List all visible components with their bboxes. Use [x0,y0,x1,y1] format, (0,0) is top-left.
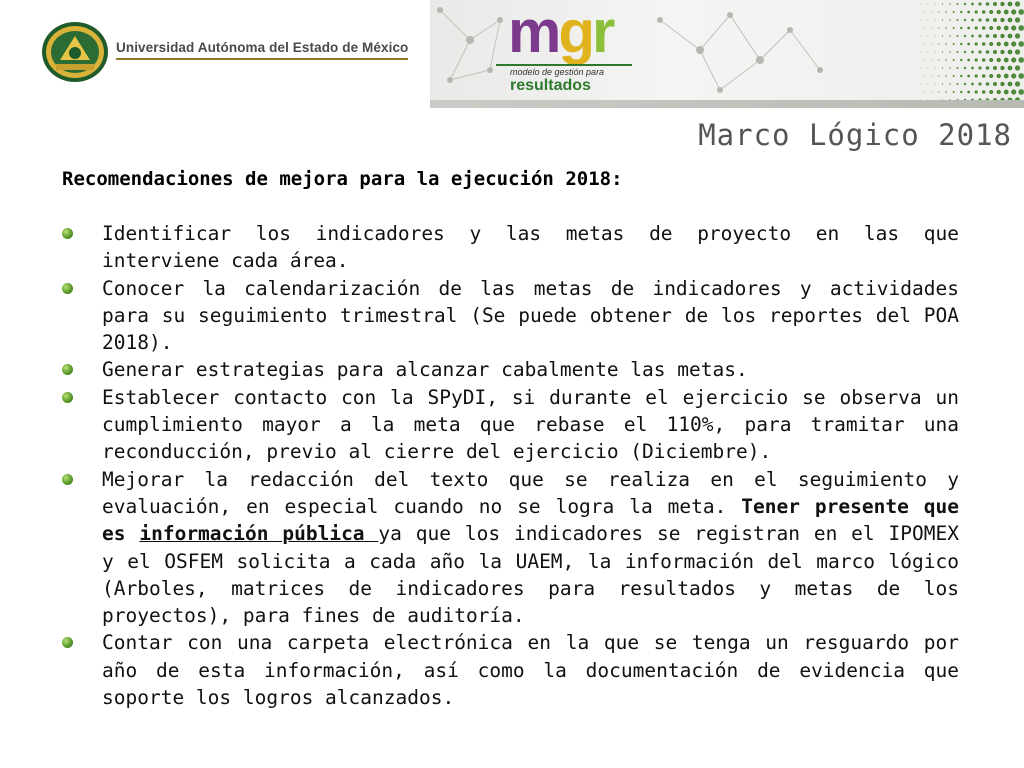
halftone-dot [949,19,951,21]
halftone-dot [920,68,921,69]
halftone-dot [978,50,981,53]
halftone-dot [949,35,951,37]
halftone-dot [989,10,993,14]
halftone-dot [1018,73,1024,79]
halftone-dot [931,12,932,13]
halftone-dot [967,11,970,14]
halftone-dot [964,83,966,85]
halftone-dot [978,66,981,69]
halftone-dot [953,11,955,13]
halftone-dot [971,3,974,6]
halftone-dot [1000,50,1004,54]
halftone-dot [1008,2,1013,7]
mgr-letter-m: m [508,0,559,65]
halftone-dot [927,52,928,53]
halftone-dot [949,3,951,5]
halftone-dot [989,26,993,30]
halftone-dot [971,35,974,38]
halftone-dot [931,60,932,61]
halftone-dot [967,43,970,46]
halftone-dot [1011,25,1016,30]
halftone-dot [938,91,939,92]
mgr-banner [430,0,1024,104]
halftone-dot [942,35,943,36]
halftone-dot [1011,73,1016,78]
halftone-dot [949,67,951,69]
halftone-dot [1011,41,1016,46]
list-item-underlined-text: información pública [139,522,379,546]
list-item-text: Generar estrategias para alcanzar cabalmente las metas. [102,358,748,382]
halftone-dot [1018,41,1024,47]
halftone-dot [1008,82,1013,87]
halftone-dot [1011,9,1016,14]
halftone-dot [1015,65,1020,70]
halftone-dot [1004,74,1009,79]
list-item [62,275,959,357]
halftone-dot [1000,34,1004,38]
halftone-dot [935,84,936,85]
halftone-dot [982,58,986,62]
halftone-dot [971,83,974,86]
halftone-dot [989,42,993,46]
list-item [62,356,959,383]
halftone-dot [1004,90,1009,95]
bullet-icon [62,364,73,375]
halftone-dot [920,4,921,5]
halftone-dot [1018,25,1024,31]
halftone-dot [1015,33,1020,38]
halftone-dot [1000,82,1004,86]
halftone-dot [957,67,959,69]
list-item-text: Conocer la calendarización de las metas de indicadores y actividades para su seguimiento trimestral (Se puede obtener de los reportes del POA 2018). [102,276,959,355]
halftone-dot [960,11,962,13]
halftone-dot [1011,57,1016,62]
halftone-dot [935,4,936,5]
university-name-underline [116,58,408,60]
list-item [62,384,959,466]
halftone-dot [1018,9,1024,15]
halftone-dot [923,92,924,93]
halftone-dot [967,27,970,30]
halftone-dot [953,43,955,45]
list-item-text-after: ya que los indicadores se registran en el IPOMEX y el OSFEM solicita a cada año la UAEM, la información del marco lógico (Arboles, matrices de indicadores para resultados y metas de los proyectos), para fines de auditoría. [102,522,959,628]
halftone-dot [993,18,997,22]
halftone-dot [975,42,978,45]
halftone-dot [978,2,981,5]
halftone-dot [986,50,990,54]
halftone-dot [1004,10,1009,15]
halftone-dot [931,92,932,93]
halftone-dot [978,34,981,37]
halftone-dot [982,74,986,78]
halftone-dot [953,75,955,77]
halftone-dot [997,58,1001,62]
bullet-icon [62,283,73,294]
halftone-dot [971,19,974,22]
recommendations-list [62,220,959,711]
halftone-dot [953,27,955,29]
halftone-dot [960,75,962,77]
list-item-text: Identificar los indicadores y las metas de proyecto en las que interviene cada área. [102,222,959,273]
university-name: Universidad Autónoma del Estado de México [116,40,409,55]
halftone-dot [1008,66,1013,71]
halftone-dot [971,51,974,54]
halftone-dot [938,59,939,60]
halftone-dot [982,26,986,30]
bullet-icon [62,637,73,648]
halftone-dot [927,68,928,69]
halftone-dot [989,58,993,62]
university-seal-icon [40,20,110,84]
halftone-dot [920,84,921,85]
halftone-dot [1004,26,1009,31]
halftone-dot [1015,49,1020,54]
halftone-dot [993,34,997,38]
halftone-dot [964,51,966,53]
halftone-dot [993,2,997,6]
halftone-dot [942,3,943,4]
halftone-dot [975,58,978,61]
halftone-dot [997,90,1001,94]
halftone-dot [931,44,932,45]
halftone-dot [920,20,921,21]
halftone-dot [935,68,936,69]
halftone-dot [953,91,955,93]
halftone-dot [1004,58,1009,63]
list-item-text: Establecer contacto con la SPyDI, si durante el ejercicio se observa un cumplimiento mayor a la meta que rebase el 110%, para tramitar una reconducción, previo al cierre del ejercicio (Diciembre). [102,385,959,464]
halftone-dot [953,59,955,61]
section-heading: Recomendaciones de mejora para la ejecución 2018: [62,168,623,190]
halftone-dot [1008,18,1013,23]
bullet-icon [62,228,73,239]
halftone-dot [957,3,959,5]
halftone-dot [986,66,990,70]
halftone-dot [997,26,1001,30]
list-item-text-before: Mejorar la redacción del texto que se realiza en el seguimiento y evaluación, en especial cuando no se logra la meta. [102,467,959,518]
halftone-dot [945,27,947,29]
halftone-dot [964,67,966,69]
halftone-dot [938,43,939,44]
tagline-small: modelo de gestión para [510,67,605,77]
halftone-dot [1008,50,1013,55]
list-item-text: Contar con una carpeta electrónica en la que se tenga un resguardo por año de esta información, así como la documentación de evidencia que soporte los logros alcanzados. [102,631,959,710]
halftone-dot [935,52,936,53]
halftone-dot [1008,34,1013,39]
halftone-dot [935,36,936,37]
halftone-dot [957,19,959,21]
halftone-dot [1015,81,1020,86]
halftone-dot [923,44,924,45]
halftone-dot [1011,89,1016,94]
halftone-dot [1004,42,1009,47]
halftone-dot [1018,89,1024,95]
halftone-dot [945,43,947,45]
halftone-dot [923,60,924,61]
halftone-dot [986,82,990,86]
halftone-dot [982,10,986,14]
halftone-dot [978,18,981,21]
halftone-dot [942,51,943,52]
halftone-dot [975,26,978,29]
halftone-dot [923,76,924,77]
header [0,0,1024,108]
halftone-dot [931,28,932,29]
halftone-dot [967,59,970,62]
halftone-dot [993,82,997,86]
halftone-dot [920,36,921,37]
halftone-dot [982,42,986,46]
tagline-big: resultados [510,77,591,94]
list-item [62,220,959,275]
halftone-dot [989,74,993,78]
halftone-dot [986,2,990,6]
halftone-dot [923,12,924,13]
halftone-dot [938,11,939,12]
halftone-dot [1000,2,1004,6]
halftone-dot [938,27,939,28]
halftone-dot [1000,66,1004,70]
halftone-dot [931,76,932,77]
halftone-dot [978,82,981,85]
halftone-dot [1000,18,1004,22]
halftone-dot [989,90,993,94]
halftone-dot [964,35,966,37]
halftone-dot [986,34,990,38]
list-item [62,629,959,711]
halftone-dot [986,18,990,22]
halftone-dot [960,27,962,29]
halftone-dot [975,10,978,13]
halftone-dot [938,75,939,76]
halftone-dot [975,74,978,77]
halftone-dot [997,10,1001,14]
halftone-dot [927,36,928,37]
halftone-dot [945,75,947,77]
mgr-logo [508,0,613,65]
halftone-dot [967,91,970,94]
halftone-dot [957,35,959,37]
halftone-dot [957,51,959,53]
halftone-dot [964,3,966,5]
halftone-dot [927,20,928,21]
halftone-dot [945,91,947,93]
halftone-dot [927,84,928,85]
page-title: Marco Lógico 2018 [698,118,1012,152]
halftone-dot [982,90,986,94]
halftone-dot [920,52,921,53]
mgr-letter-g: g [558,0,593,65]
halftone-dot [1015,17,1020,22]
list-item-bold-text: Tener presente que es [102,494,959,546]
halftone-dot [949,83,951,85]
halftone-dot [960,59,962,61]
halftone-dot [1018,57,1024,63]
halftone-dot [949,51,951,53]
halftone-dot [942,67,943,68]
halftone-dot [997,42,1001,46]
banner-bottom-strip [430,100,1024,108]
halftone-dot [993,66,997,70]
halftone-dot [975,90,978,93]
halftone-dot [964,19,966,21]
list-item [62,466,959,630]
halftone-dot [967,75,970,78]
halftone-dot [997,74,1001,78]
halftone-dot [960,91,962,93]
halftone-dot [942,83,943,84]
halftone-dot [942,19,943,20]
bullet-icon [62,392,73,403]
halftone-dot [927,4,928,5]
halftone-dot [1015,1,1020,6]
halftone-dot [957,83,959,85]
halftone-dot [945,11,947,13]
halftone-dot [945,59,947,61]
mgr-letter-r: r [592,0,613,65]
halftone-dot [923,28,924,29]
halftone-dot [993,50,997,54]
bullet-icon [62,474,73,485]
halftone-dot [971,67,974,70]
halftone-dot [960,43,962,45]
halftone-dot [935,20,936,21]
